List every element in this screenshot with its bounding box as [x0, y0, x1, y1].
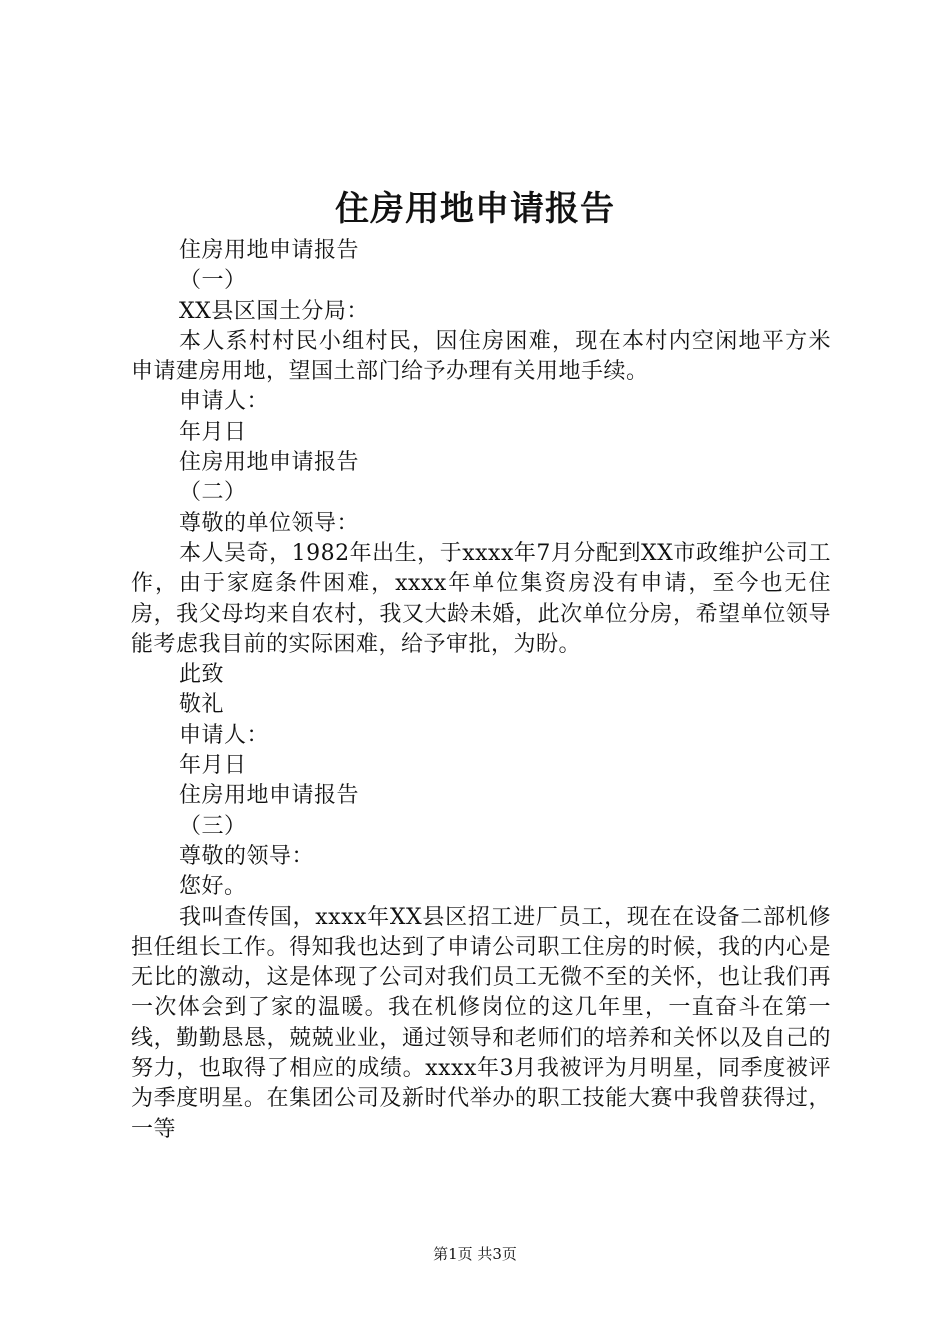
text-line: 年月日: [179, 419, 247, 445]
paragraph: 本人吴奇，1982年出生，于xxxx年7月分配到XX市政维护公司工作，由于家庭条件困难，xxxx年单位集资房没有申请，至今也无住房，我父母均来自农村，我又大龄未婚，此次单位分房，希望单位领导能考虑我目前的实际困难，给予审批，为盼。: [131, 540, 831, 657]
text-line: 申请人：: [179, 722, 270, 748]
text-line: 尊敬的单位领导：: [179, 510, 360, 536]
text-line: 住房用地申请报告: [179, 238, 360, 263]
text-line: （一）: [179, 268, 247, 294]
document-body: [131, 236, 831, 1145]
text-line: 尊敬的领导：: [179, 843, 315, 869]
document-title: 住房用地申请报告: [335, 189, 615, 229]
paragraph: 我叫查传国，xxxx年XX县区招工进厂员工，现在在设备二部机修担任组长工作。得知我也达到了申请公司职工住房的时候，我的内心是无比的激动，这是体现了公司对我们员工无微不至的关怀，也让我们再一次体会到了家的温暖。我在机修岗位的这几年里，一直奋斗在第一线，勤勤恳恳，兢兢业业，通过领导和老师们的培养和关怀以及自己的努力，也取得了相应的成绩。xxxx年3月我被评为月明星，同季度被评为季度明星。在集团公司及新时代举办的职工技能大赛中我曾获得过，一等: [131, 904, 831, 1142]
text-line: 住房用地申请报告: [179, 450, 360, 476]
text-line: 此致: [179, 662, 225, 688]
page-footer: 第1页 共3页: [433, 1245, 517, 1263]
text-line: 敬礼: [179, 692, 225, 718]
text-line: 您好。: [179, 874, 247, 900]
paragraph: 本人系村村民小组村民，因住房困难，现在本村内空闲地平方米申请建房用地，望国土部门给予办理有关用地手续。: [131, 328, 831, 385]
text-line: 申请人：: [179, 389, 270, 415]
text-line: （三）: [179, 813, 247, 839]
text-line: 年月日: [179, 753, 247, 779]
text-line: XX县区国土分局：: [179, 298, 369, 324]
text-line: （二）: [179, 480, 247, 506]
text-line: 住房用地申请报告: [179, 783, 360, 809]
